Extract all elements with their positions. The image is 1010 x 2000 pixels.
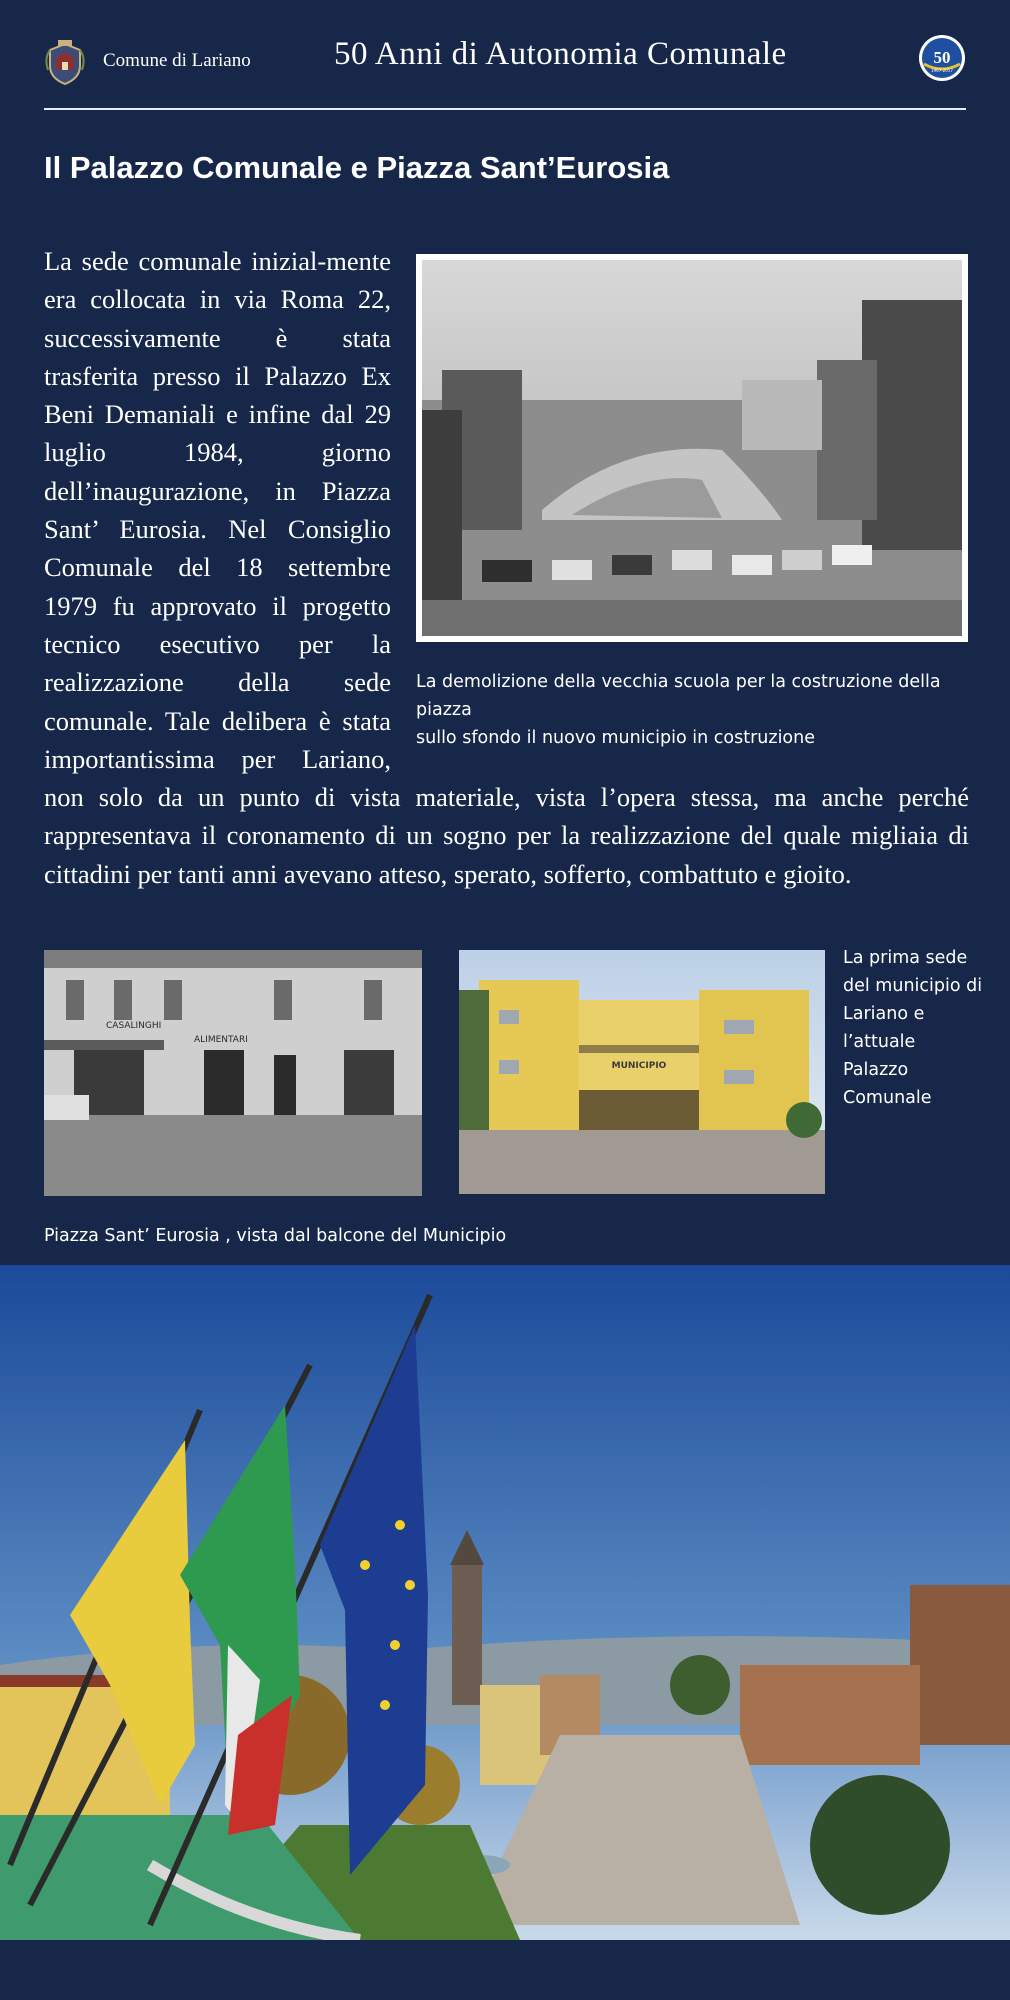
section-title: Il Palazzo Comunale e Piazza Sant’Eurosia (44, 150, 670, 185)
header-title: 50 Anni di Autonomia Comunale (334, 36, 787, 72)
piazza-photo (0, 1265, 1010, 1940)
demolition-caption (416, 668, 996, 752)
municipality-name: Comune di Lariano (103, 50, 251, 71)
anniversary-badge (918, 34, 966, 82)
badge-years: 1967-2017 (931, 68, 953, 73)
body-text: La sede comunale inizial-mente era collocata in via Roma 22, successivamente è stata trasferita presso il Palazzo Ex Beni Demaniali e infine dal 29 luglio 1984, giorno dell’inaugurazione, in Piazza Sant’ Eurosia. Nel Consiglio Comunale del 18 settembre 1979 fu approvato il progetto tecnico esecutivo per la realizzazione della sede comunale. Tale delibera è stata importantissima per Lariano, non solo da un punto di vista materiale, vista l’opera stessa, ma anche perché rappresentava il coronamento di un sogno per la realizzazione del quale migliaia di cittadini per tanti anni avevano atteso, sperato, sofferto, combattuto e gioito. (44, 246, 969, 889)
alimentari-sign: ALIMENTARI (194, 1035, 248, 1045)
municipio-sign: MUNICIPIO (611, 1061, 667, 1071)
townhall-side-caption: La prima sede del municipio di Lariano e l’attuale Palazzo Comunale (843, 948, 983, 1108)
header-divider (44, 108, 966, 110)
page-header (0, 0, 1010, 110)
coat-of-arms-icon (44, 40, 86, 86)
current-townhall-photo (459, 950, 825, 1194)
demolition-caption-line2: sullo sfondo il nuovo municipio in costruzione (416, 728, 815, 748)
demolition-photo (416, 254, 968, 642)
piazza-caption: Piazza Sant’ Eurosia , vista dal balcone del Municipio (44, 1226, 507, 1246)
badge-number: 50 (933, 48, 951, 67)
demolition-caption-line1: La demolizione della vecchia scuola per la costruzione della piazza (416, 672, 941, 720)
casalinghi-sign: CASALINGHI (106, 1021, 162, 1031)
old-townhall-photo (44, 950, 422, 1196)
